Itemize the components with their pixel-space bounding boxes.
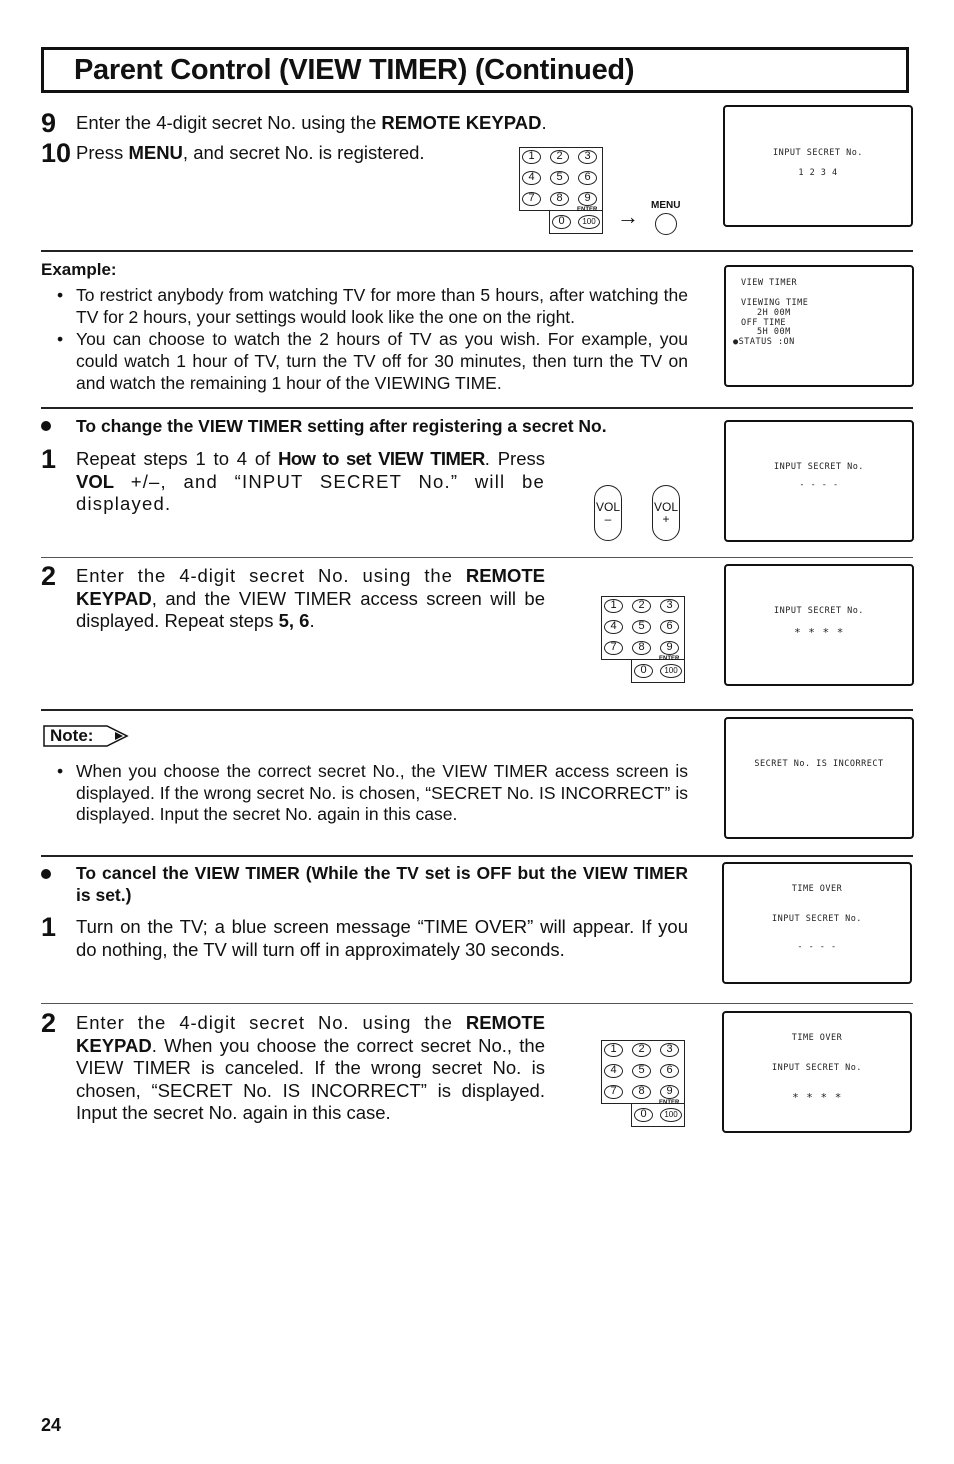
menu-button-icon: [655, 213, 677, 235]
cancel-heading: To cancel the VIEW TIMER (While the TV set is OFF but the VIEW TIMER is set.): [76, 863, 688, 905]
screen-line: VIEWING TIME: [741, 298, 809, 308]
screen-line: 2H 00M: [757, 308, 791, 318]
key-7-icon: 7: [522, 192, 541, 206]
key-8-icon: 8: [632, 641, 651, 655]
screen-line: ●STATUS :ON: [733, 337, 795, 347]
screen-line: 1 2 3 4: [798, 168, 838, 178]
screen-line: * * * *: [794, 626, 844, 639]
key-9-icon: 9: [660, 1085, 679, 1099]
key-4-icon: 4: [604, 1064, 623, 1078]
list-item: • To restrict anybody from watching TV for more than 5 hours, after watching the TV for 2 hours, your settings would look like the one on the right.: [57, 285, 688, 327]
page-title: Parent Control (VIEW TIMER) (Continued): [74, 54, 635, 86]
vol-minus-button-icon: VOL –: [594, 485, 622, 541]
key-9-icon: 9: [578, 192, 597, 206]
divider: [41, 1003, 913, 1004]
remote-keypad-icon: [601, 1040, 685, 1130]
screen-line: 5H 00M: [757, 327, 791, 337]
key-100-icon: 100: [578, 215, 600, 229]
tv-screen-input-secret: [723, 105, 913, 227]
cancel-step-2-text: Enter the 4-digit secret No. using the REMOTE KEYPAD. When you choose the correct secret No., the VIEW TIMER is canceled. If the wrong secret No. is chosen, “SECRET No. IS INCORRECT” is displayed. Input the secret No. again in this case.: [76, 1012, 545, 1123]
tv-screen-secret-incorrect: [724, 717, 914, 839]
key-6-icon: 6: [660, 1064, 679, 1078]
vol-plus-button-icon: VOL +: [652, 485, 680, 541]
screen-line: INPUT SECRET No.: [772, 1063, 862, 1073]
key-1-icon: 1: [522, 150, 541, 164]
tv-screen-view-timer: [724, 265, 914, 387]
example-heading: Example:: [41, 260, 117, 279]
tv-screen-input-secret-blank: [724, 420, 914, 542]
key-9-icon: 9: [660, 641, 679, 655]
step-2-number: 2: [41, 1008, 57, 1038]
change-step-2-text: Enter the 4-digit secret No. using the REMOTE KEYPAD, and the VIEW TIMER access screen will be displayed. Repeat steps 5, 6.: [76, 565, 545, 631]
note-bullet: • When you choose the correct secret No., the VIEW TIMER access screen is displayed. If the wrong secret No. is chosen, “SECRET No. IS INCORRECT” is displayed. Input the secret No. again in this case.: [57, 761, 688, 824]
key-0-icon: 0: [552, 215, 571, 229]
screen-line: INPUT SECRET No.: [772, 914, 862, 924]
change-step-1-text: Repeat steps 1 to 4 of How to set VIEW TIMER. Press VOL +/–, and “INPUT SECRET No.” will be displayed.: [76, 448, 545, 514]
key-0-icon: 0: [634, 1108, 653, 1122]
tv-screen-time-over-blank: [722, 862, 912, 984]
step-2-number: 2: [41, 561, 57, 591]
screen-line: - - - -: [797, 942, 837, 952]
divider: [41, 557, 913, 558]
screen-line: VIEW TIMER: [741, 278, 798, 288]
page-title-bar: [41, 47, 909, 93]
screen-line: INPUT SECRET No.: [773, 148, 863, 158]
remote-keypad-icon: [601, 596, 685, 686]
key-7-icon: 7: [604, 1085, 623, 1099]
note-label: Note:: [50, 726, 94, 745]
key-6-icon: 6: [578, 171, 597, 185]
key-2-icon: 2: [550, 150, 569, 164]
tv-screen-input-secret-masked: [724, 564, 914, 686]
tv-screen-time-over-masked: [722, 1011, 912, 1133]
key-5-icon: 5: [632, 1064, 651, 1078]
bullet-icon: [41, 869, 51, 879]
list-item: • You can choose to watch the 2 hours of TV as you wish. For example, you could watch 1 hour of TV, turn the TV off for 30 minutes, then turn the TV on and watch the remaining 1 hour of the VIEWING TIME.: [57, 329, 688, 393]
note-tag: [43, 725, 129, 752]
key-7-icon: 7: [604, 641, 623, 655]
step-1-number: 1: [41, 912, 57, 942]
change-heading: To change the VIEW TIMER setting after registering a secret No.: [76, 416, 607, 436]
screen-line: SECRET No. IS INCORRECT: [754, 759, 884, 769]
key-0-icon: 0: [634, 664, 653, 678]
step-9-number: 9: [41, 108, 57, 138]
screen-line: TIME OVER: [791, 884, 843, 894]
enter-label: ENTER: [659, 1100, 680, 1106]
divider: [41, 250, 913, 252]
screen-line: INPUT SECRET No.: [774, 462, 864, 472]
step-10-number: 10: [41, 138, 72, 168]
screen-line: - - - -: [799, 480, 839, 490]
key-4-icon: 4: [522, 171, 541, 185]
screen-line: * * * *: [792, 1091, 842, 1104]
key-2-icon: 2: [632, 1043, 651, 1057]
key-100-icon: 100: [660, 664, 682, 678]
key-3-icon: 3: [660, 599, 679, 613]
key-1-icon: 1: [604, 1043, 623, 1057]
key-8-icon: 8: [550, 192, 569, 206]
key-1-icon: 1: [604, 599, 623, 613]
remote-keypad-icon: [519, 147, 603, 237]
example-bullet-list: [57, 284, 688, 394]
key-6-icon: 6: [660, 620, 679, 634]
divider: [41, 709, 913, 711]
cancel-step-1-text: Turn on the TV; a blue screen message “TIME OVER” will appear. If you do nothing, the TV will turn off in approximately 30 seconds.: [76, 916, 688, 960]
step-1-number: 1: [41, 444, 57, 474]
bullet-icon: [41, 421, 51, 431]
screen-line: TIME OVER: [791, 1033, 843, 1043]
step-10-text: Press MENU, and secret No. is registered.: [76, 142, 425, 163]
menu-label: MENU: [651, 200, 681, 211]
key-4-icon: 4: [604, 620, 623, 634]
key-5-icon: 5: [550, 171, 569, 185]
key-2-icon: 2: [632, 599, 651, 613]
divider: [41, 407, 913, 409]
step-9-text: Enter the 4-digit secret No. using the REMOTE KEYPAD.: [76, 112, 547, 133]
arrow-right-icon: →: [617, 204, 639, 229]
enter-label: ENTER: [659, 656, 680, 662]
key-3-icon: 3: [660, 1043, 679, 1057]
screen-line: OFF TIME: [741, 318, 786, 328]
page-number: 24: [41, 1415, 62, 1435]
divider: [41, 855, 913, 857]
key-100-icon: 100: [660, 1108, 682, 1122]
screen-line: INPUT SECRET No.: [774, 606, 864, 616]
key-8-icon: 8: [632, 1085, 651, 1099]
key-5-icon: 5: [632, 620, 651, 634]
key-3-icon: 3: [578, 150, 597, 164]
enter-label: ENTER: [577, 207, 598, 213]
